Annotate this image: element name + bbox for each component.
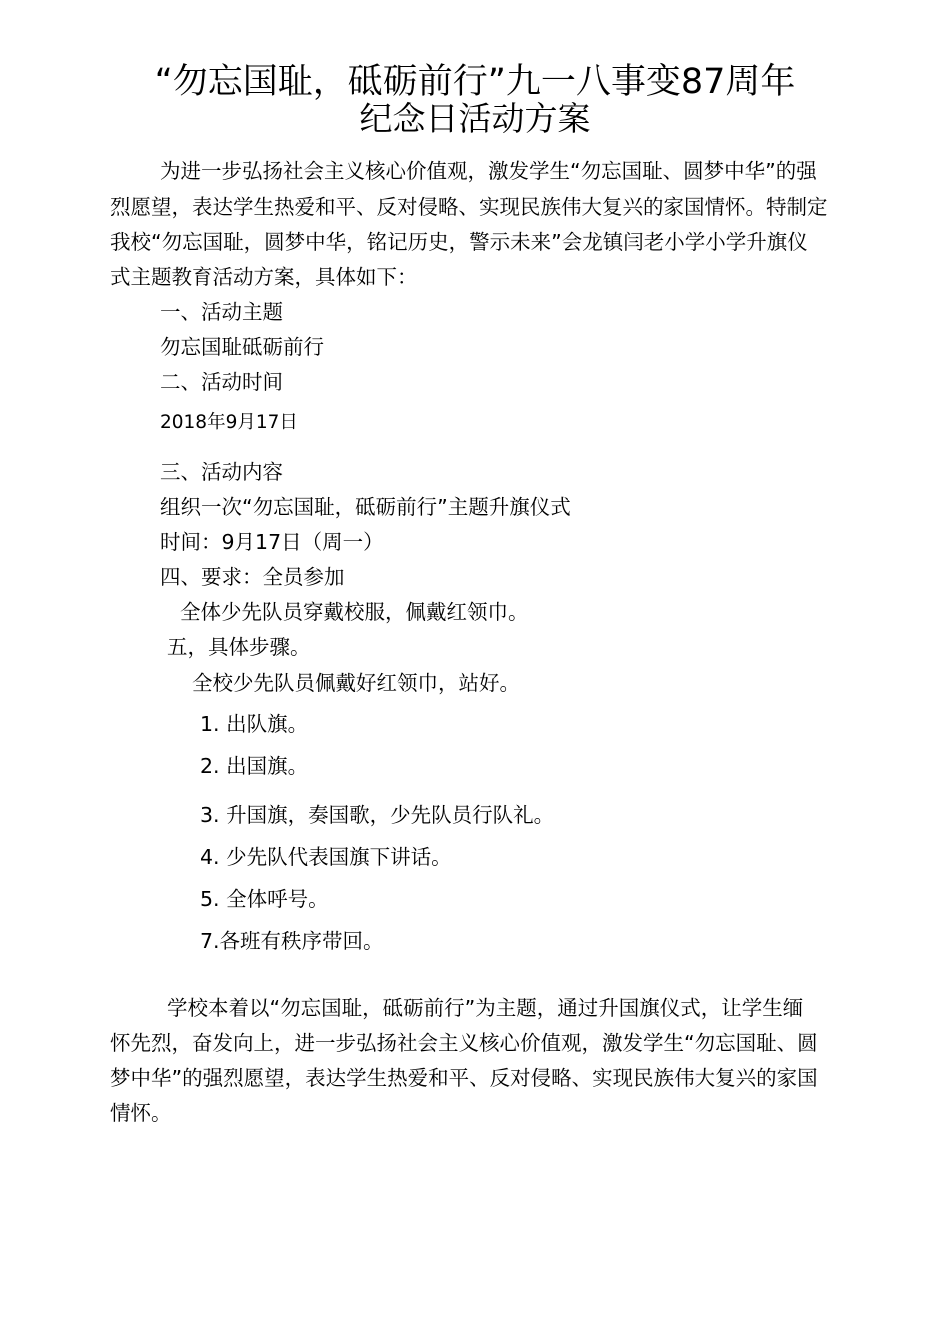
intro-line-4: 式主题教育活动方案，具体如下：	[110, 265, 418, 289]
section-1-body: 勿忘国耻砥砺前行	[160, 335, 324, 359]
intro-line-1: 为进一步弘扬社会主义核心价值观，激发学生“勿忘国耻、圆梦中华”的强	[160, 159, 817, 183]
section-1-heading: 一、活动主题	[160, 300, 283, 324]
closing-line-4: 情怀。	[110, 1101, 172, 1125]
step-item: 3. 升国旗，奏国歌，少先队员行队礼。	[200, 803, 555, 827]
section-4-heading: 四、要求：全员参加	[160, 565, 345, 589]
section-2-body: 2018年9月17日	[160, 412, 298, 433]
section-3-heading: 三、活动内容	[160, 460, 283, 484]
step-item: 7.各班有秩序带回。	[200, 929, 384, 953]
section-3-body-2: 时间：9月17日（周一）	[160, 530, 384, 554]
section-5-body: 全校少先队员佩戴好红领巾，站好。	[192, 671, 520, 695]
section-5-heading: 五，具体步骤。	[167, 635, 311, 659]
section-2-heading: 二、活动时间	[160, 370, 283, 394]
step-item: 2. 出国旗。	[200, 754, 309, 778]
closing-line-1: 学校本着以“勿忘国耻，砥砺前行”为主题，通过升国旗仪式，让学生缅	[167, 996, 804, 1020]
step-item: 1. 出队旗。	[200, 712, 309, 736]
section-4-body: 全体少先队员穿戴校服，佩戴红领巾。	[180, 600, 529, 624]
document-title-line-1: “勿忘国耻，砥砺前行”九一八事变87周年	[154, 62, 796, 102]
intro-line-3: 我校“勿忘国耻，圆梦中华，铭记历史，警示未来”会龙镇闫老小学小学升旗仪	[110, 230, 808, 254]
closing-line-3: 梦中华”的强烈愿望，表达学生热爱和平、反对侵略、实现民族伟大复兴的家国	[110, 1066, 818, 1090]
intro-line-2: 烈愿望，表达学生热爱和平、反对侵略、实现民族伟大复兴的家国情怀。特制定	[110, 195, 828, 219]
closing-line-2: 怀先烈，奋发向上，进一步弘扬社会主义核心价值观，激发学生“勿忘国耻、圆	[110, 1031, 818, 1055]
step-item: 4. 少先队代表国旗下讲话。	[200, 845, 452, 869]
document-title-line-2: 纪念日活动方案	[359, 99, 591, 138]
section-3-body-1: 组织一次“勿忘国耻，砥砺前行”主题升旗仪式	[160, 495, 571, 519]
step-item: 5. 全体呼号。	[200, 887, 329, 911]
